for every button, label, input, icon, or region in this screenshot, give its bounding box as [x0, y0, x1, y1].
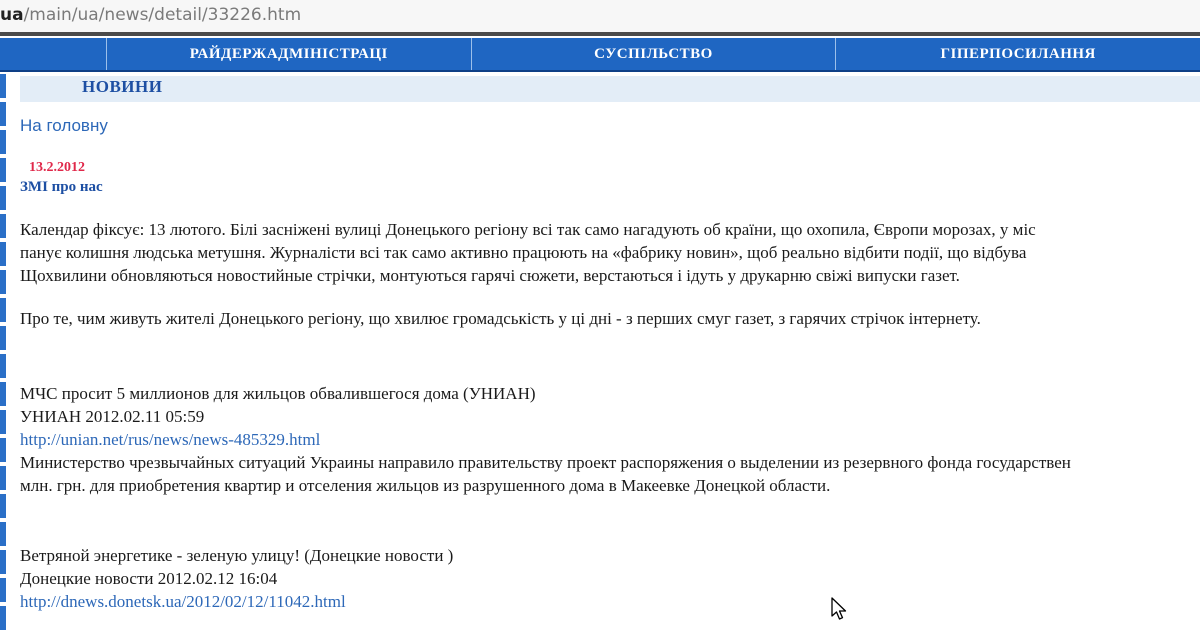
news-title: МЧС просит 5 миллионов для жильцов обвалившегося дома (УНИАН): [20, 384, 536, 403]
url-host: ua: [0, 5, 24, 25]
nav-item-administrations[interactable]: РАЙДЕРЖАДМІНІСТРАЦІ: [107, 38, 472, 70]
mouse-pointer-icon: [831, 597, 849, 621]
paragraph-line: Щохвилини обновляються новостийные стрічки, монтуються гарячі сюжети, верстаються і ідуть у друкарню свіжі випуски газет.: [20, 266, 960, 285]
section-header: [20, 76, 1200, 102]
paragraph-line: панує колишня людська метушня. Журналісти всі так само активно працюють на «фабрику новин», щоб реально відбити події, що відбува: [20, 243, 1027, 262]
article-paragraph-2: Про те, чим живуть жителі Донецького регіону, що хвилює громадськість у ці дні - з перших смуг газет, з гарячих стрічок інтернету.: [20, 309, 981, 328]
address-bar[interactable]: [0, 0, 1200, 32]
paragraph-line: Календар фіксує: 13 лютого. Білі засніжені вулиці Донецького регіону всі так само нагадують об країни, що охопила, Європи морозах, у міс: [20, 220, 1036, 239]
nav-spacer: [0, 38, 107, 70]
main-content: [20, 116, 1200, 613]
news-item: [20, 544, 1200, 613]
news-summary-line: Министерство чрезвычайных ситуаций Украины направило правительству проект распоряжения о выделении из резервного фонда государствен: [20, 453, 1071, 472]
news-summary-line: млн. грн. для приобретения квартир и отселения жильцов из разрушенного дома в Макеевке Донецкой области.: [20, 476, 831, 495]
article-date: 13.2.2012: [29, 160, 85, 175]
article-category: ЗМІ про нас: [20, 179, 103, 195]
section-title: НОВИНИ: [82, 77, 163, 96]
news-source-time: Донецкие новости 2012.02.12 16:04: [20, 569, 278, 588]
news-link[interactable]: http://unian.net/rus/news/news-485329.html: [20, 430, 321, 449]
news-title: Ветряной энергетике - зеленую улицу! (Донецкие новости ): [20, 546, 454, 565]
nav-item-hyperlinks[interactable]: ГІПЕРПОСИЛАННЯ: [940, 46, 1096, 62]
left-sidebar-rail: [0, 74, 6, 630]
top-navigation: [0, 38, 1200, 72]
news-source-time: УНИАН 2012.02.11 05:59: [20, 407, 205, 426]
news-item: [20, 382, 1200, 497]
home-link[interactable]: На головну: [20, 116, 108, 135]
article-paragraph-1: [20, 218, 1200, 287]
news-link[interactable]: http://dnews.donetsk.ua/2012/02/12/11042.html: [20, 592, 346, 611]
nav-item-society[interactable]: СУСПІЛЬСТВО: [472, 38, 837, 70]
toolbar-divider: [0, 32, 1200, 36]
url-path: /main/ua/news/detail/33226.htm: [23, 5, 302, 25]
